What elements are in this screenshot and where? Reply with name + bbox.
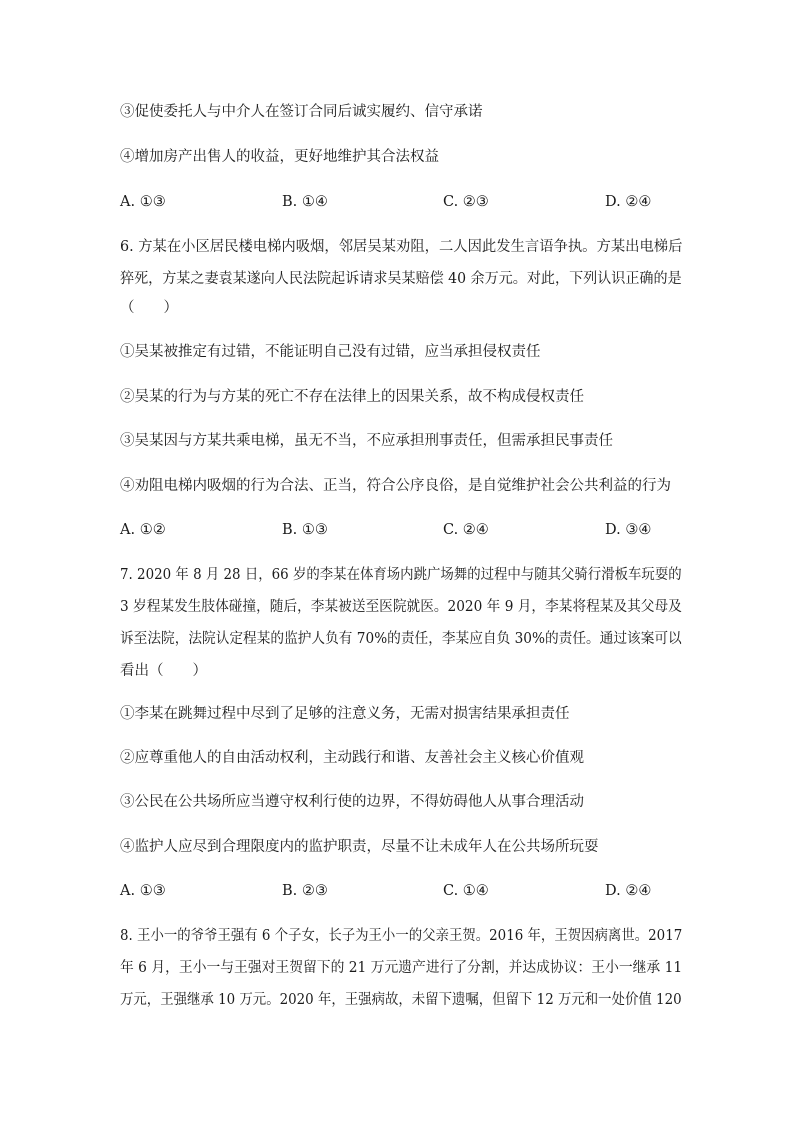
q6-option-d: D. ③④ (605, 522, 652, 538)
q5-option-a: A. ①③ (120, 194, 166, 210)
q6-item-3: ③吴某因与方某共乘电梯，虽无不当，不应承担刑事责任，但需承担民事责任 (120, 433, 613, 449)
q8-stem-line-1: 8. 王小一的爷爷王强有 6 个子女，长子为王小一的父亲王贺。2016 年，王贺因病离世。2017 (120, 928, 683, 944)
q5-options (120, 192, 680, 212)
q7-option-a: A. ①③ (120, 883, 166, 899)
q6-option-b: B. ①③ (282, 522, 328, 538)
q7-item-2: ②应尊重他人的自由活动权利，主动践行和谐、友善社会主义核心价值观 (120, 750, 584, 766)
q7-stem-line-3: 诉至法院，法院认定程某的监护人负有 70%的责任，李某应自负 30%的责任。通过该案可以 (120, 631, 682, 647)
q7-options (120, 881, 680, 901)
q7-item-4: ④监护人应尽到合理限度内的监护职责，尽量不让未成年人在公共场所玩耍 (120, 839, 599, 855)
q6-item-4: ④劝阻电梯内吸烟的行为合法、正当，符合公序良俗，是自觉维护社会公共利益的行为 (120, 478, 671, 494)
q5-option-b: B. ①④ (282, 194, 328, 210)
q7-option-d: D. ②④ (605, 883, 652, 899)
q7-item-3: ③公民在公共场所应当遵守权利行使的边界，不得妨碍他人从事合理活动 (120, 794, 584, 810)
q5-item-3: ③促使委托人与中介人在签订合同后诚实履约、信守承诺 (120, 104, 483, 120)
q6-option-c: C. ②④ (443, 522, 489, 538)
q7-item-1: ①李某在跳舞过程中尽到了足够的注意义务，无需对损害结果承担责任 (120, 706, 570, 722)
q5-option-c: C. ②③ (443, 194, 489, 210)
q6-stem-line-2: 猝死，方某之妻袁某遂向人民法院起诉请求吴某赔偿 40 余万元。对此，下列认识正确的是 (120, 271, 682, 287)
q7-stem-line-4: 看出（ ） (120, 663, 207, 679)
q5-option-d: D. ②④ (605, 194, 652, 210)
q7-stem-line-2: 3 岁程某发生肢体碰撞，随后，李某被送至医院就医。2020 年 9 月，李某将程某及其父母及 (120, 599, 682, 615)
q6-option-a: A. ①② (120, 522, 166, 538)
q7-option-c: C. ①④ (443, 883, 489, 899)
q6-stem-line-3: （ ） (120, 300, 178, 316)
q8-stem-line-3: 万元，王强继承 10 万元。2020 年，王强病故，未留下遗嘱，但留下 12 万元和一处价值 120 (120, 992, 682, 1008)
q6-item-1: ①吴某被推定有过错，不能证明自己没有过错，应当承担侵权责任 (120, 344, 541, 360)
q6-options (120, 520, 680, 540)
q6-item-2: ②吴某的行为与方某的死亡不存在法律上的因果关系，故不构成侵权责任 (120, 389, 584, 405)
q7-stem-line-1: 7. 2020 年 8 月 28 日，66 岁的李某在体育场内跳广场舞的过程中与随其父骑行滑板车玩耍的 (120, 567, 682, 583)
q8-stem-line-2: 年 6 月，王小一与王强对王贺留下的 21 万元遗产进行了分割，并达成协议：王小一继承 11 (120, 960, 683, 976)
q6-stem-line-1: 6. 方某在小区居民楼电梯内吸烟，邻居吴某劝阻，二人因此发生言语争执。方某出电梯后 (120, 239, 683, 255)
q7-option-b: B. ②③ (282, 883, 328, 899)
q5-item-4: ④增加房产出售人的收益，更好地维护其合法权益 (120, 149, 439, 165)
